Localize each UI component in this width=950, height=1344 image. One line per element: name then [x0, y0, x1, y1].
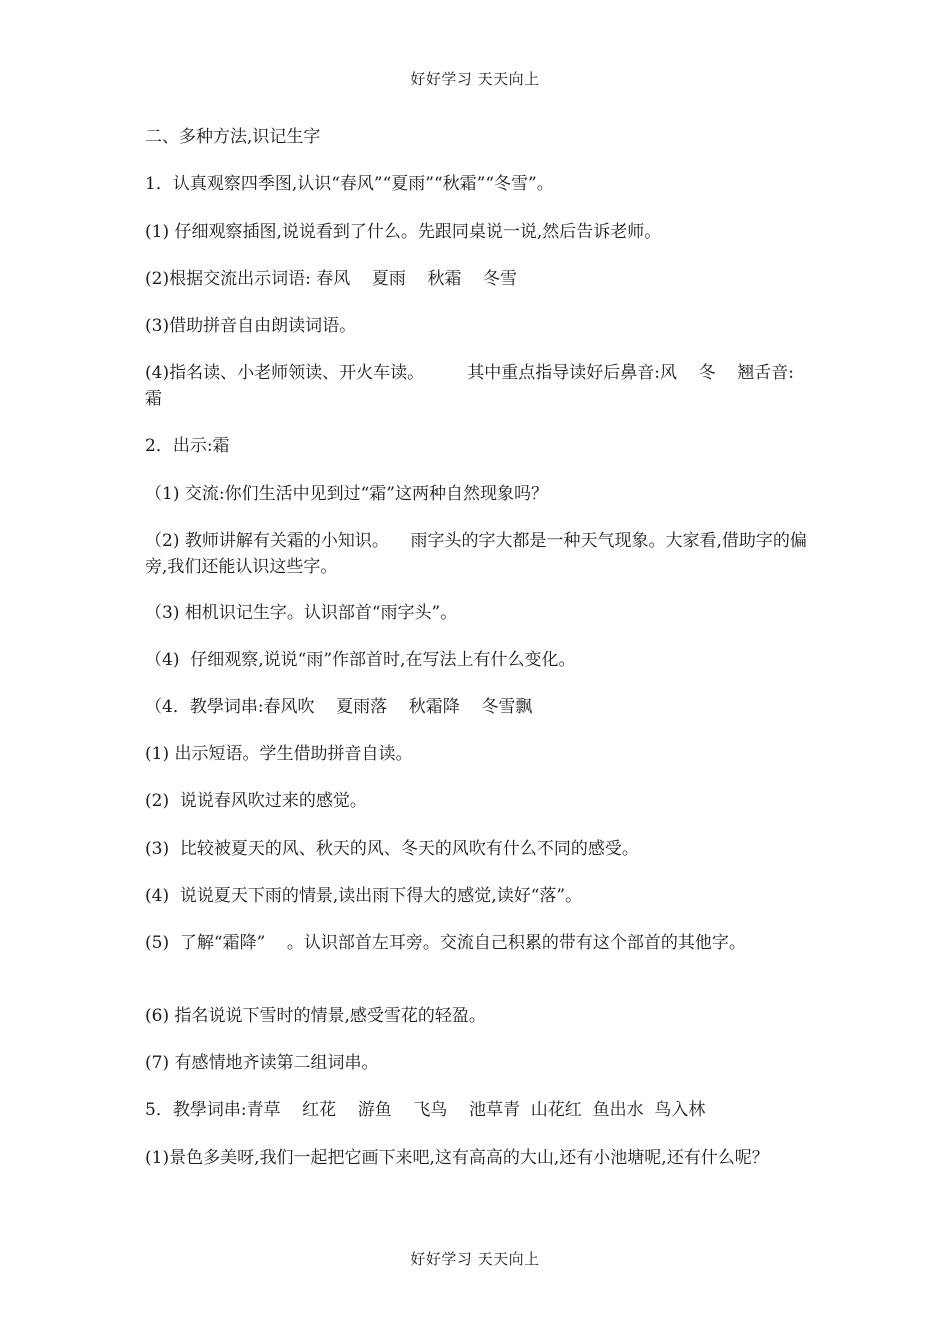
paragraph-line: （2) 教师讲解有关霜的小知识。 雨字头的字大都是一种天气现象。大家看,借助字的偏旁,我们还能认识这些字。	[145, 531, 807, 577]
paragraph-line: (4) 说说夏天下雨的情景,读出雨下得大的感觉,读好“落”。	[145, 886, 583, 906]
paragraph-line: （4) 仔细观察,说说“雨”作部首时,在写法上有什么变化。	[145, 650, 576, 670]
item-4-heading: （4．教學词串:春风吹 夏雨落 秋霜降 冬雪飘	[145, 697, 533, 717]
paragraph-line: (4)指名读、小老师领读、开火车读。 其中重点指导读好后鼻音:风 冬 翘舌音:霜	[145, 363, 794, 409]
paragraph-line: (3) 比较被夏天的风、秋天的风、冬天的风吹有什么不同的感受。	[145, 839, 639, 859]
paragraph-line: (6) 指名说说下雪时的情景,感受雪花的轻盈。	[145, 1006, 486, 1026]
paragraph-line: (1) 仔细观察插图,说说看到了什么。先跟同桌说一说,然后告诉老师。	[145, 222, 662, 242]
paragraph-line: （1) 交流:你们生活中见到过“霜”这两种自然现象吗？	[145, 484, 548, 504]
paragraph-line: (5) 了解“霜降” 。认识部首左耳旁。交流自己积累的带有这个部首的其他字。	[145, 933, 746, 953]
paragraph-line: (1) 出示短语。学生借助拼音自读。	[145, 744, 413, 764]
paragraph-line: (2) 说说春风吹过来的感觉。	[145, 791, 367, 811]
paragraph-line: (2)根据交流出示词语: 春风 夏雨 秋霜 冬雪	[145, 269, 518, 289]
item-5-heading: 5．教學词串:青草 红花 游鱼 飞鸟 池草青 山花红 鱼出水 鸟入林	[145, 1100, 706, 1120]
paragraph-line: (7) 有感情地齐读第二组词串。	[145, 1053, 379, 1073]
page-footer: 好好学习 天天向上	[410, 1250, 540, 1268]
section-title: 二、多种方法,识记生字	[145, 127, 321, 147]
page-header: 好好学习 天天向上	[410, 70, 540, 88]
paragraph-line: （3) 相机识记生字。认识部首“雨字头”。	[145, 603, 458, 623]
paragraph-line: (1)景色多美呀,我们一起把它画下来吧,这有高高的大山,还有小池塘呢,还有什么呢？	[145, 1148, 769, 1168]
paragraph-line: (3)借助拼音自由朗读词语。	[145, 316, 357, 336]
item-1-heading: 1．认真观察四季图,认识“春风”“夏雨”“秋霜”“冬雪”。	[145, 174, 554, 194]
item-2-heading: 2．出示:霜	[145, 436, 230, 456]
